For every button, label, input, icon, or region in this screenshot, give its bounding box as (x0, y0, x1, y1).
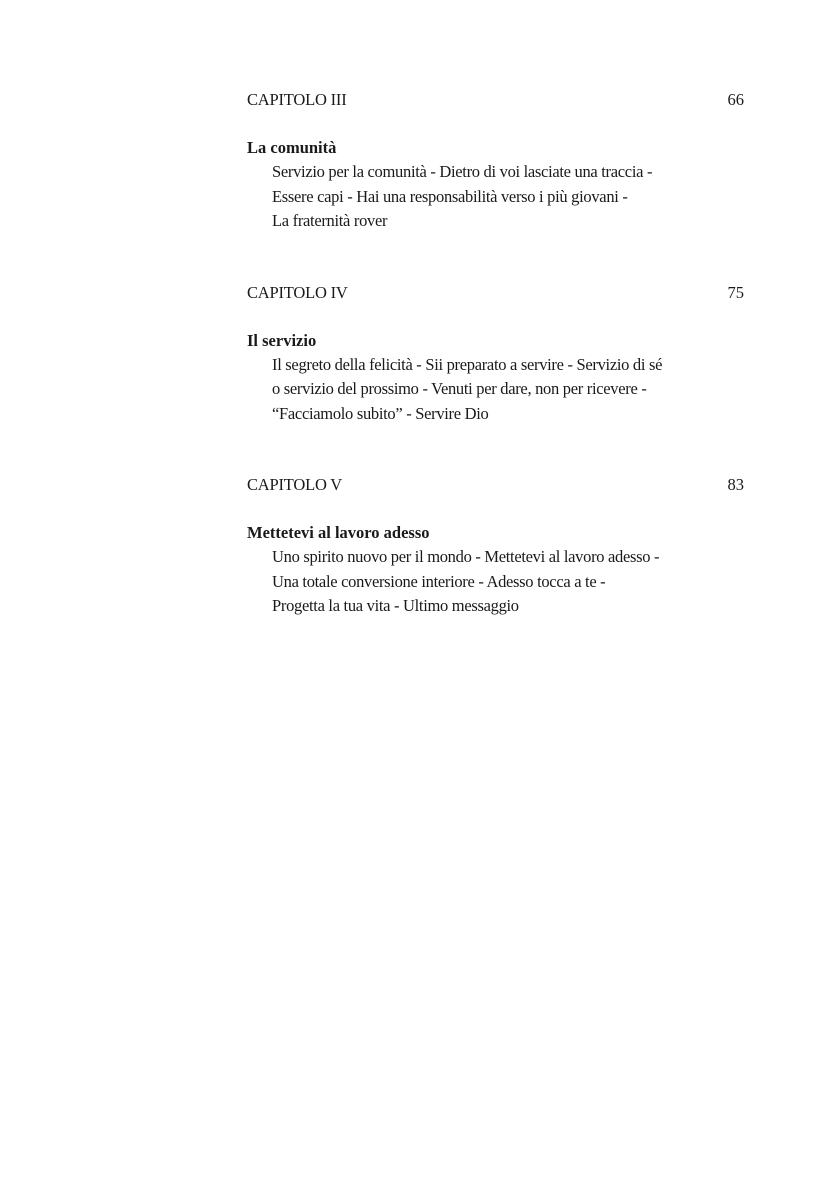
page-number: 75 (727, 282, 744, 302)
page-number: 66 (727, 90, 744, 109)
chapter-summary (247, 160, 744, 234)
summary-line: Servizio per la comunità - Dietro di voi lasciate una traccia - (272, 162, 653, 181)
chapter-4-entry (247, 281, 744, 427)
chapter-label: CAPITOLO IV (247, 282, 348, 302)
table-of-contents (247, 88, 744, 666)
summary-line: Il segreto della felicità - Sii preparato a servire - Servizio di sé (272, 354, 663, 374)
summary-line: Uno spirito nuovo per il mondo - Mettetevi al lavoro adesso - (272, 547, 660, 566)
chapter-summary (247, 353, 744, 427)
chapter-header (247, 88, 744, 112)
chapter-header (247, 473, 744, 497)
chapter-5-entry (247, 473, 744, 619)
chapter-summary (247, 545, 744, 619)
chapter-label: CAPITOLO V (247, 475, 343, 494)
chapter-3-entry (247, 88, 744, 234)
chapter-title: Mettetevi al lavoro adesso (247, 523, 430, 542)
page-number: 83 (727, 475, 744, 494)
summary-line: Una totale conversione interiore - Adesso tocca a te - (272, 571, 606, 591)
chapter-title: Il servizio (247, 330, 317, 350)
summary-line: o servizio del prossimo - Venuti per dare, non per ricevere - (272, 379, 647, 398)
summary-line: “Facciamolo subito” - Servire Dio (272, 403, 489, 423)
summary-line: Progetta la tua vita - Ultimo messaggio (272, 596, 519, 615)
summary-line: Essere capi - Hai una responsabilità verso i più giovani - (272, 186, 628, 206)
summary-line: La fraternità rover (272, 211, 388, 230)
chapter-header (247, 281, 744, 305)
chapter-label: CAPITOLO III (247, 90, 347, 109)
chapter-title: La comunità (247, 138, 337, 157)
